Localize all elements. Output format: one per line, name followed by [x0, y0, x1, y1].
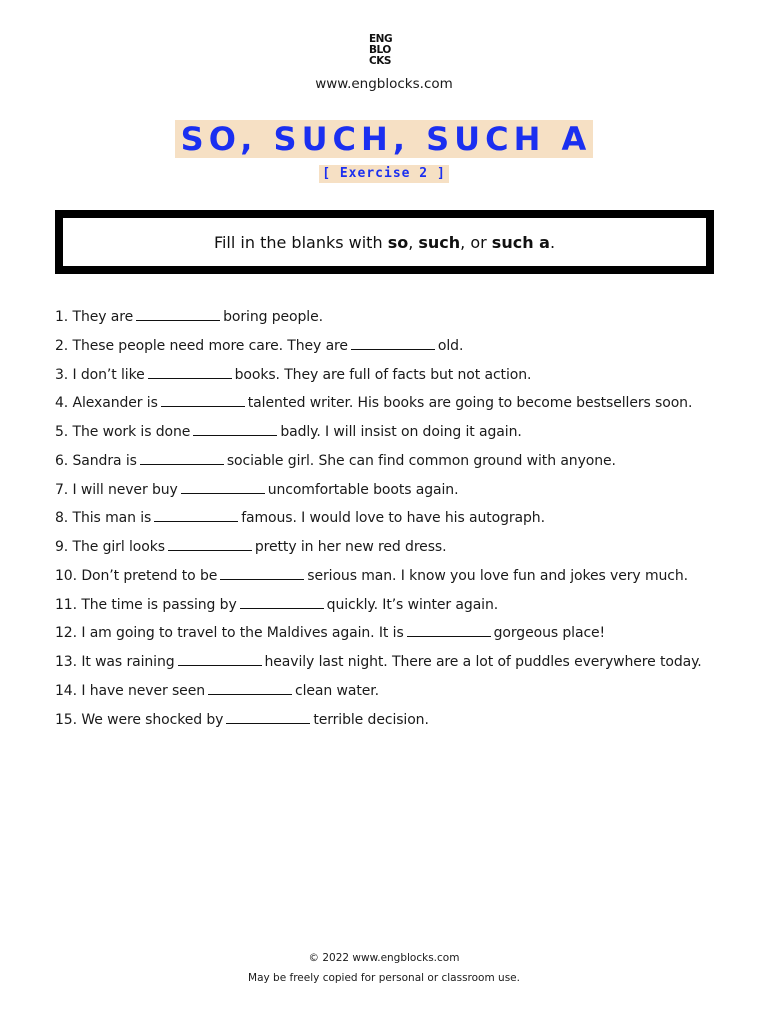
question-item: [55, 681, 735, 710]
question-text-after: talented writer. His books are going to become bestsellers soon.: [247, 395, 693, 412]
engblocks-logo: [369, 34, 399, 67]
question-text-before: 5. The work is done: [55, 424, 191, 440]
question-text-before: 3. I don’t like: [55, 366, 145, 383]
exercise-label: [ Exercise 2 ]: [319, 165, 449, 183]
question-text-after: old.: [437, 337, 464, 354]
question-text-after: books. They are full of facts but not action.: [234, 366, 532, 383]
question-item: [55, 537, 735, 566]
answer-blank[interactable]: [181, 481, 265, 494]
answer-blank[interactable]: [168, 538, 252, 551]
instruction-text: [214, 233, 555, 252]
question-item: [55, 652, 735, 681]
question-text-after: terrible decision.: [313, 711, 429, 728]
question-list: [55, 307, 735, 738]
question-text-after: famous. I would love to have his autograph.: [241, 510, 545, 527]
question-item: [55, 508, 735, 537]
answer-blank[interactable]: [148, 366, 232, 379]
question-text-after: quickly. It’s winter again.: [326, 596, 499, 613]
question-item: [55, 710, 735, 739]
question-text-after: pretty in her new red dress.: [254, 539, 447, 555]
answer-blank[interactable]: [193, 423, 277, 436]
question-text-before: 4. Alexander is: [55, 395, 158, 412]
instruction-prefix: Fill in the blanks with: [213, 232, 388, 252]
answer-blank[interactable]: [351, 337, 435, 350]
question-text-after: gorgeous place!: [493, 625, 606, 642]
question-text-before: 6. Sandra is: [55, 452, 137, 469]
answer-blank[interactable]: [226, 711, 310, 724]
question-text-after: serious man. I know you love fun and jokes very much.: [307, 567, 688, 584]
site-url: www.engblocks.com: [315, 76, 453, 92]
instruction-box: [55, 210, 714, 274]
option-so: so: [387, 232, 409, 252]
answer-blank[interactable]: [220, 567, 304, 580]
logo-line: CKS: [369, 55, 391, 67]
question-item: [55, 480, 735, 509]
question-text-before: 11. The time is passing by: [55, 596, 237, 613]
footer-license: May be freely copied for personal or classroom use.: [248, 972, 520, 984]
question-item: [55, 307, 735, 336]
question-text-before: 7. I will never buy: [55, 481, 178, 498]
logo-line: ENG: [369, 33, 393, 45]
page-title: SO, SUCH, SUCH A: [175, 120, 594, 158]
question-text-before: 10. Don’t pretend to be: [55, 567, 218, 584]
instruction-sep: ,: [408, 232, 419, 252]
footer-copyright: © 2022 www.engblocks.com: [308, 952, 460, 964]
question-item: [55, 422, 735, 451]
instruction-suffix: .: [549, 232, 556, 252]
answer-blank[interactable]: [136, 308, 220, 321]
answer-blank[interactable]: [178, 653, 262, 666]
question-item: [55, 623, 735, 652]
question-text-before: 1. They are: [55, 309, 134, 325]
question-text-after: heavily last night. There are a lot of puddles everywhere today.: [264, 654, 702, 670]
question-text-before: 9. The girl looks: [55, 539, 165, 555]
question-item: [55, 393, 735, 422]
question-item: [55, 595, 735, 624]
question-item: [55, 336, 735, 365]
instruction-sep: , or: [460, 232, 492, 252]
question-item: [55, 566, 735, 595]
question-text-after: uncomfortable boots again.: [267, 481, 459, 498]
option-such-a: such a: [491, 232, 550, 252]
question-text-after: clean water.: [294, 682, 379, 699]
answer-blank[interactable]: [407, 624, 491, 637]
question-text-before: 14. I have never seen: [55, 682, 205, 699]
question-text-after: badly. I will insist on doing it again.: [280, 424, 522, 440]
question-text-before: 13. It was raining: [55, 654, 175, 670]
question-text-after: boring people.: [223, 309, 323, 325]
answer-blank[interactable]: [161, 394, 245, 407]
answer-blank[interactable]: [240, 596, 324, 609]
question-text-before: 2. These people need more care. They are: [55, 337, 348, 354]
answer-blank[interactable]: [154, 509, 238, 522]
question-text-before: 8. This man is: [55, 510, 152, 527]
option-such: such: [418, 232, 461, 252]
subtitle-wrapper: [0, 162, 768, 183]
answer-blank[interactable]: [208, 682, 292, 695]
question-item: [55, 365, 735, 394]
question-item: [55, 451, 735, 480]
question-text-before: 12. I am going to travel to the Maldives again. It is: [55, 625, 404, 642]
question-text-before: 15. We were shocked by: [55, 711, 224, 728]
logo-line: BLO: [369, 44, 391, 56]
answer-blank[interactable]: [140, 452, 224, 465]
title-wrapper: [0, 120, 768, 158]
question-text-after: sociable girl. She can find common ground with anyone.: [226, 452, 616, 469]
